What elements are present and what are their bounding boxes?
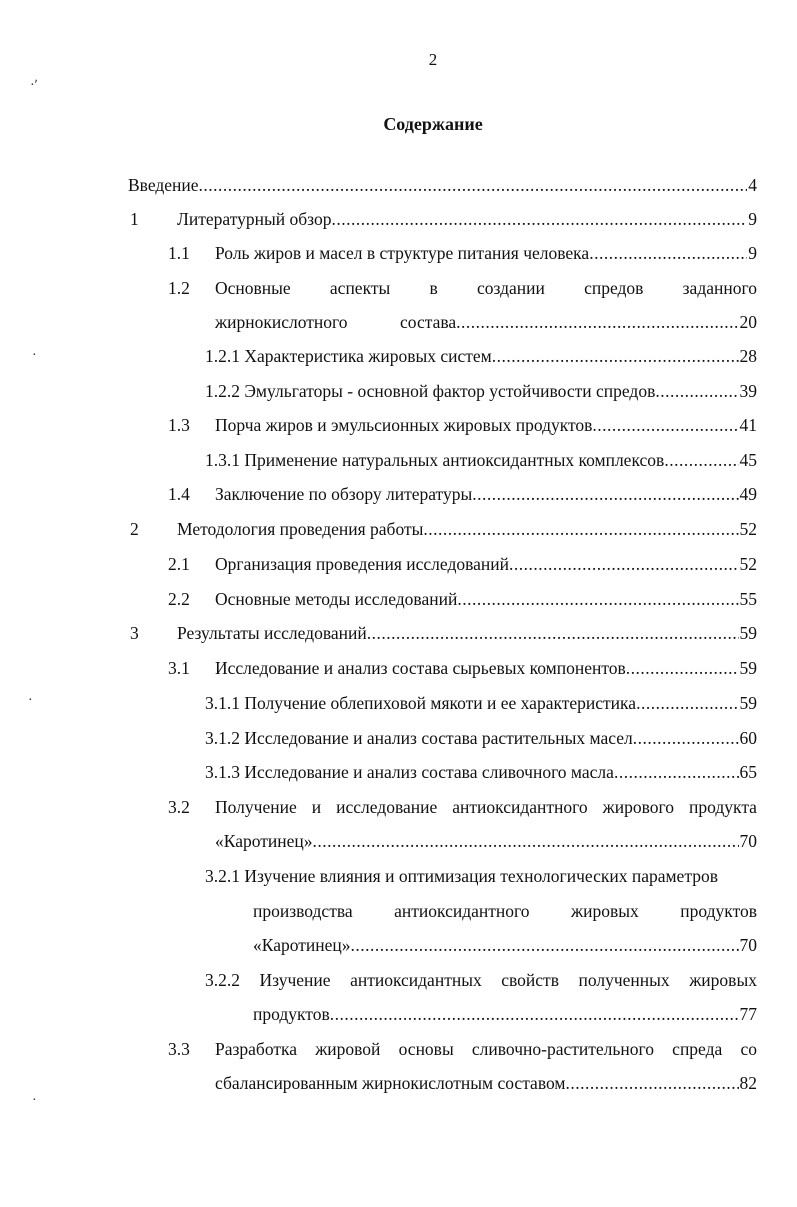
- leader-dots: [472, 479, 738, 509]
- leader-dots: [423, 514, 738, 544]
- word: жирнокислотного: [215, 312, 348, 332]
- toc-page-number: 41: [739, 415, 757, 435]
- toc-entry-label: Основные методы исследований: [215, 589, 458, 609]
- toc-entry-label: 3.1.3 Исследование и анализ состава сливочного масла: [205, 762, 614, 782]
- toc-entry-3-3[interactable]: [168, 1034, 757, 1064]
- page-title: Содержание: [383, 114, 483, 134]
- word: исследование: [336, 797, 438, 817]
- toc-page-number: 28: [739, 346, 757, 366]
- toc-entry-3-2-1-cont2[interactable]: [253, 930, 757, 960]
- toc-entry-label: Введение: [128, 175, 199, 195]
- word: жирового: [602, 797, 675, 817]
- word: спреда: [672, 1039, 723, 1059]
- toc-page-number: 77: [739, 1004, 757, 1024]
- word: заданного: [682, 278, 757, 298]
- toc-page-number: 59: [739, 623, 757, 643]
- toc-entry-3-1[interactable]: [168, 653, 757, 683]
- toc-page-number: 52: [739, 554, 757, 574]
- toc-entry-3-2-2-cont[interactable]: [253, 999, 757, 1029]
- toc-entry-label: «Каротинец»: [253, 935, 351, 955]
- word: Получение: [215, 797, 297, 817]
- leader-dots: [331, 204, 747, 234]
- word: жировой: [315, 1039, 381, 1059]
- word: антиоксидантного: [452, 797, 588, 817]
- word: антиоксидантных: [350, 970, 482, 990]
- toc-entry-label: 1.3.1 Применение натуральных антиоксидантных комплексов: [205, 450, 665, 470]
- toc-entry-label: 3.1.1 Получение облепиховой мякоти и ее характеристика: [205, 693, 637, 713]
- toc-section-number: 1: [130, 209, 139, 229]
- word: Изучение: [259, 970, 331, 990]
- toc-entry-label: сбалансированным жирнокислотным составом: [215, 1073, 566, 1093]
- toc-entry-1-4[interactable]: [168, 479, 757, 509]
- toc-entry-label: 3.1.2 Исследование и анализ состава растительных масел: [205, 728, 633, 748]
- toc-page-number: 9: [748, 243, 757, 263]
- toc-section-number: 1.3: [168, 415, 190, 435]
- toc-page-number: 45: [739, 450, 757, 470]
- toc-page-number: 39: [739, 381, 757, 401]
- toc-entry-1-2-1[interactable]: [205, 341, 757, 371]
- toc-section-number: 1.1: [168, 243, 190, 263]
- toc-page-number: 9: [748, 209, 757, 229]
- word: производства: [253, 901, 353, 921]
- word: сливочно-растительного: [471, 1039, 654, 1059]
- toc-section-number: 1.2: [168, 278, 190, 298]
- word: со: [740, 1039, 757, 1059]
- leader-dots: [565, 1068, 738, 1098]
- toc-entry-label: «Каротинец»: [215, 831, 313, 851]
- toc-entry-label: 3.2.1 Изучение влияния и оптимизация технологических параметров: [205, 866, 718, 886]
- toc-entry-label: [215, 792, 757, 822]
- word: состава: [400, 312, 457, 332]
- word: жировых: [571, 901, 639, 921]
- toc-entry-3-2-1-cont[interactable]: [253, 896, 757, 926]
- toc-entry-label: продуктов: [253, 1004, 330, 1024]
- toc-section-number: 3: [130, 623, 139, 643]
- leader-dots: [589, 238, 747, 268]
- word: 3.2.2: [205, 970, 240, 990]
- leader-dots: [592, 410, 738, 440]
- toc-entry-label: 1.2.1 Характеристика жировых систем: [205, 346, 492, 366]
- word: и: [311, 797, 322, 817]
- leader-dots: [664, 445, 738, 475]
- toc-entry-label: [215, 1034, 757, 1064]
- toc-entry-label: Исследование и анализ состава сырьевых компонентов: [215, 658, 626, 678]
- scan-artifact: ·: [32, 348, 37, 363]
- toc-entry-label: Порча жиров и эмульсионных жировых продуктов: [215, 415, 593, 435]
- toc-entry-1-2-cont[interactable]: [215, 307, 757, 337]
- toc-entry-3-2-cont[interactable]: [215, 826, 757, 856]
- word: жировых: [689, 970, 757, 990]
- word: спредов: [584, 278, 644, 298]
- word: продукта: [689, 797, 757, 817]
- toc-entry-3-2-1[interactable]: [205, 861, 757, 891]
- toc-page-number: 70: [739, 935, 757, 955]
- toc-entry-intro[interactable]: [128, 170, 757, 200]
- word: создании: [476, 278, 545, 298]
- leader-dots: [633, 723, 739, 753]
- leader-dots: [509, 549, 738, 579]
- leader-dots: [614, 757, 739, 787]
- leader-dots: [626, 653, 739, 683]
- toc-entry-3-1-3[interactable]: [205, 757, 757, 787]
- toc-entry-label: Роль жиров и масел в структуре питания человека: [215, 243, 590, 263]
- toc-section-number: 3.1: [168, 658, 190, 678]
- leader-dots: [457, 584, 738, 614]
- word: антиоксидантного: [394, 901, 530, 921]
- leader-dots: [330, 999, 739, 1029]
- word: основы: [398, 1039, 454, 1059]
- toc-entry-2-1[interactable]: [168, 549, 757, 579]
- toc-section-number: 2.2: [168, 589, 190, 609]
- toc-page-number: 52: [739, 519, 757, 539]
- toc-entry-1-3-1[interactable]: [205, 445, 757, 475]
- toc-entry-3-1-2[interactable]: [205, 723, 757, 753]
- word: Основные: [215, 278, 291, 298]
- toc-entry-2[interactable]: [130, 514, 757, 544]
- scan-artifact: ·: [28, 693, 33, 708]
- leader-dots: [199, 170, 748, 200]
- toc-entry-label: 1.2.2 Эмульгаторы - основной фактор устойчивости спредов: [205, 381, 656, 401]
- toc-entry-1-2[interactable]: [168, 273, 757, 303]
- toc-page-number: 82: [739, 1073, 757, 1093]
- leader-dots: [313, 826, 739, 856]
- leader-dots: [655, 376, 738, 406]
- toc-section-number: 3.3: [168, 1039, 190, 1059]
- toc-section-number: 2: [130, 519, 139, 539]
- toc-entry-1-3[interactable]: [168, 410, 757, 440]
- toc-entry-label: Методология проведения работы: [177, 519, 424, 539]
- toc-entry-3-3-cont[interactable]: [215, 1068, 757, 1098]
- toc-entry-1[interactable]: [130, 204, 757, 234]
- leader-dots: [351, 930, 739, 960]
- toc-entry-1-2-2[interactable]: [205, 376, 757, 406]
- toc-entry-label: [215, 273, 757, 303]
- toc-page-number: 4: [748, 175, 757, 195]
- toc-page-number: 55: [739, 589, 757, 609]
- word: аспекты: [329, 278, 391, 298]
- word: продуктов: [680, 901, 757, 921]
- toc-page-number: 49: [739, 484, 757, 504]
- toc-section-number: 2.1: [168, 554, 190, 574]
- toc-page-number: 20: [739, 312, 757, 332]
- toc-section-number: 1.4: [168, 484, 190, 504]
- toc-entry-3-2[interactable]: [168, 792, 757, 822]
- toc-entry-label: Результаты исследований: [177, 623, 367, 643]
- toc-entry-3-1-1[interactable]: [205, 688, 757, 718]
- word: полученных: [578, 970, 670, 990]
- toc-entry-label: Организация проведения исследований: [215, 554, 510, 574]
- scan-artifact: ·ʹ: [30, 78, 38, 93]
- leader-dots: [367, 618, 739, 648]
- toc-page-number: 65: [739, 762, 757, 782]
- scan-artifact: ·: [32, 1093, 37, 1108]
- leader-dots: [492, 341, 739, 371]
- toc-entry-3[interactable]: [130, 618, 757, 648]
- toc-page-number: 60: [739, 728, 757, 748]
- leader-dots: [636, 688, 738, 718]
- toc-page-number: 59: [739, 693, 757, 713]
- page-number: 2: [428, 50, 438, 69]
- word: свойств: [501, 970, 559, 990]
- toc-entry-1-1[interactable]: [168, 238, 757, 268]
- toc-entry-3-2-2[interactable]: [205, 965, 757, 995]
- toc-page-number: 59: [739, 658, 757, 678]
- toc-entry-2-2[interactable]: [168, 584, 757, 614]
- toc-entry-label: Заключение по обзору литературы: [215, 484, 473, 504]
- word: в: [429, 278, 438, 298]
- toc-section-number: 3.2: [168, 797, 190, 817]
- toc-page-number: 70: [739, 831, 757, 851]
- word: Разработка: [215, 1039, 298, 1059]
- toc-entry-label: Литературный обзор: [177, 209, 332, 229]
- leader-dots: [456, 307, 738, 337]
